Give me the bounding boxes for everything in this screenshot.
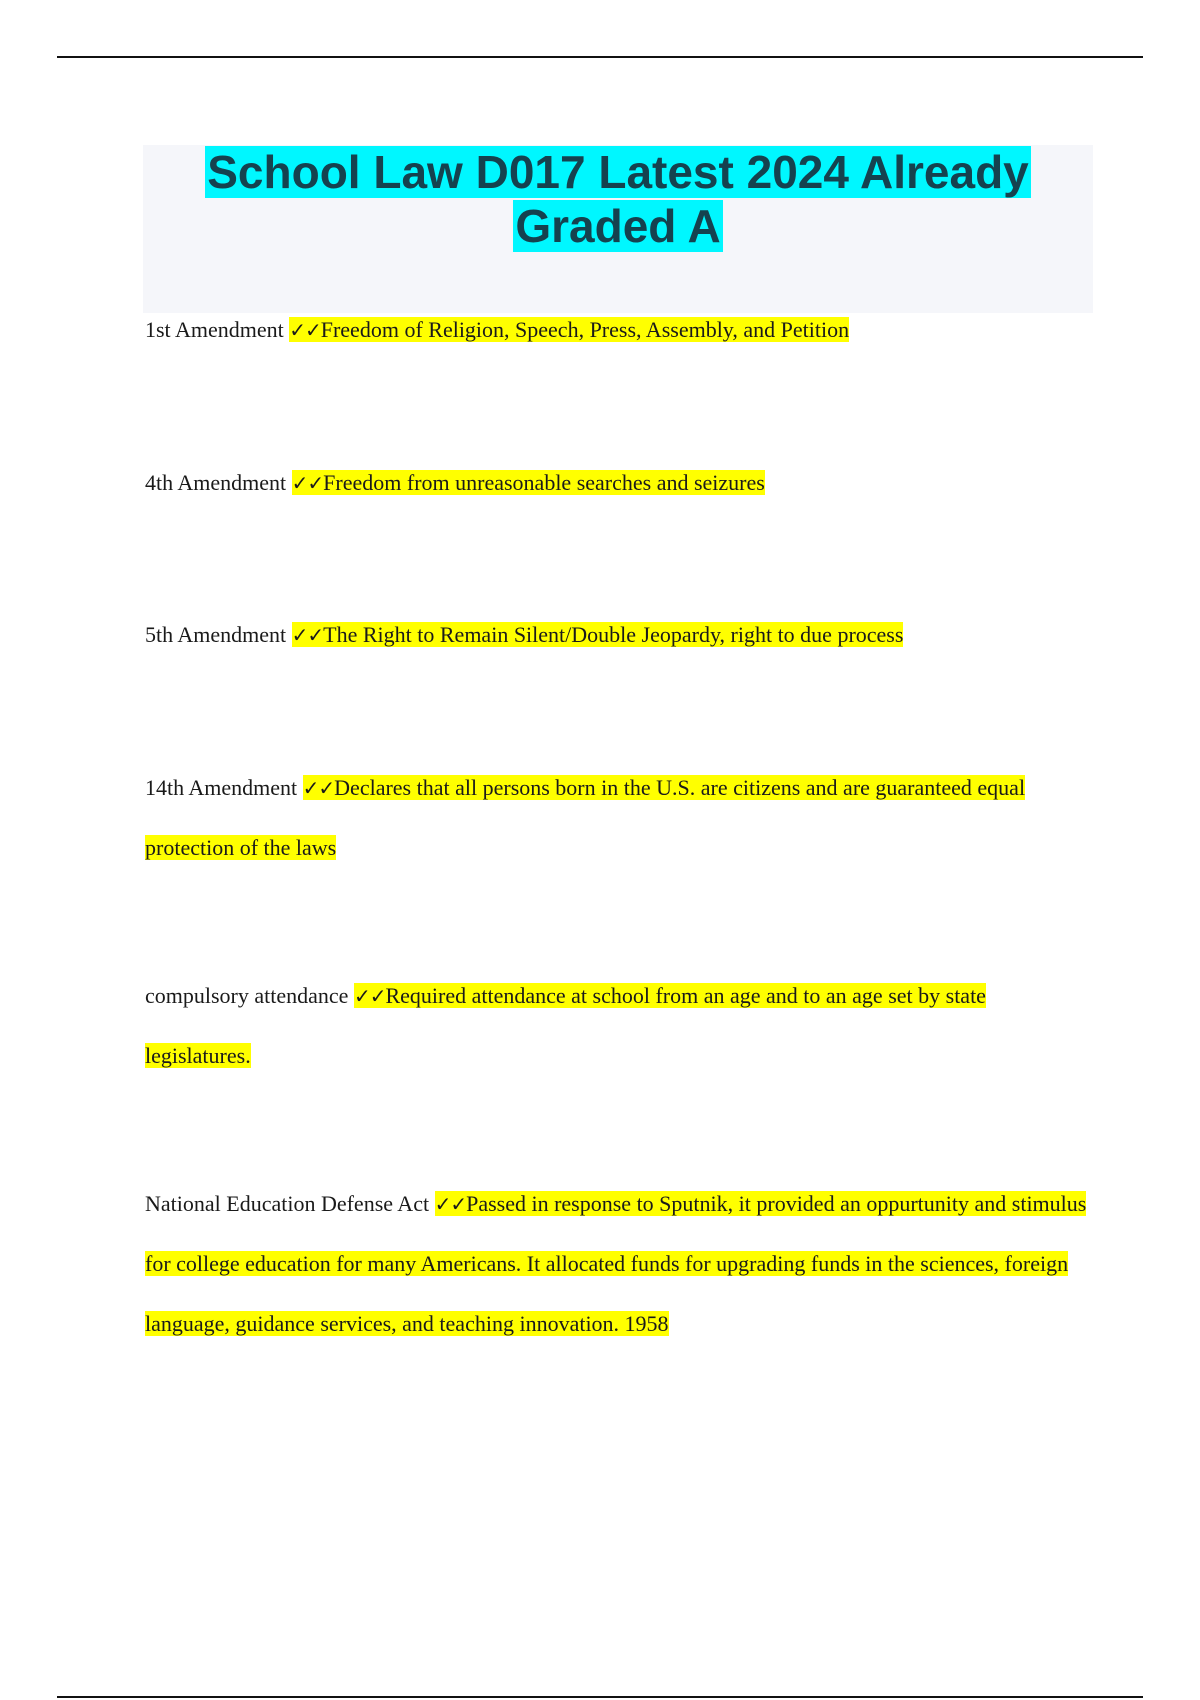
qa-entry-1st-amendment (145, 300, 1095, 360)
entry-answer: Passed in response to Sputnik, it provided an oppurtunity and stimulus for college education for many Americans. It allocated funds for upgrading funds in the sciences, foreign language, guidance services, and teaching innovation. 1958 (145, 1191, 1087, 1336)
entry-answer: The Right to Remain Silent/Double Jeopardy, right to due process (323, 622, 904, 647)
top-rule (57, 56, 1143, 58)
entry-term: 1st Amendment (145, 317, 284, 342)
title-text: School Law D017 Latest 2024 Already Graded A (207, 146, 1029, 252)
bottom-rule (57, 1696, 1143, 1698)
qa-entry-compulsory-attendance (145, 966, 1095, 1086)
entry-answer: Freedom of Religion, Speech, Press, Assembly, and Petition (320, 317, 850, 342)
entry-term: 14th Amendment (145, 775, 298, 800)
entry-term: 4th Amendment (145, 470, 287, 495)
double-check-icon: ✓✓ (291, 471, 324, 495)
qa-entry-14th-amendment (145, 758, 1095, 878)
double-check-icon: ✓✓ (302, 776, 335, 800)
entry-answer: Declares that all persons born in the U.S. are citizens and are guaranteed equal protection of the laws (145, 775, 1026, 860)
entry-answer-highlight (292, 622, 904, 647)
double-check-icon: ✓✓ (289, 318, 321, 342)
entry-term: compulsory attendance (145, 983, 349, 1008)
entry-answer: Required attendance at school from an age and to an age set by state legislatures. (145, 983, 986, 1068)
entry-answer: Freedom from unreasonable searches and seizures (323, 470, 765, 495)
entry-answer-highlight (292, 470, 765, 495)
double-check-icon: ✓✓ (434, 1192, 467, 1216)
double-check-icon: ✓✓ (291, 623, 324, 647)
double-check-icon: ✓✓ (353, 984, 386, 1008)
qa-entry-national-education-defense-act (145, 1174, 1095, 1354)
document-title (143, 145, 1093, 253)
qa-entry-5th-amendment (145, 605, 1095, 665)
entry-term: 5th Amendment (145, 622, 287, 647)
title-block (143, 145, 1093, 313)
entry-term: National Education Defense Act (145, 1191, 430, 1216)
qa-entry-4th-amendment (145, 453, 1095, 513)
entry-answer-highlight (289, 317, 849, 342)
